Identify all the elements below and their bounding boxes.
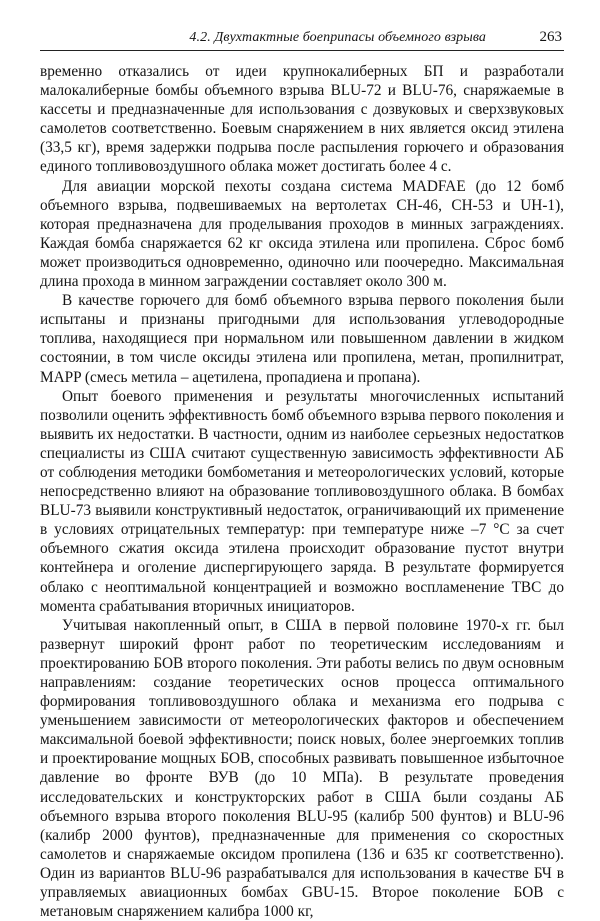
paragraph: В качестве горючего для бомб объемного взрыва первого поколения были испытаны и признаны пригодными для использования углеводородные топлива, находящиеся при нормальном или повышенном давлении в жидком состоянии, в том числе оксиды этилена или пропилена, метан, пропилнитрат, MAPP (смесь метила – ацетилена, пропадиена и пропана). — [40, 292, 564, 386]
page-number: 263 — [539, 29, 562, 45]
paragraph: Для авиации морской пехоты создана система MADFAE (до 12 бомб объемного взрыва, подвешиваемых на вертолетах CH-46, CH-53 и UH-1), которая предназначена для проделывания проходов в минных заграждениях. Каждая бомба снаряжается 62 кг оксида этилена или пропилена. Сброс бомб может производиться одновременно, одиночно или поочередно. Максимальная длина прохода в минном заграждении составляет около 300 м. — [40, 177, 564, 291]
paragraph: Опыт боевого применения и результаты многочисленных испытаний позволили оценить эффективность бомб объемного взрыва первого поколения и выявить их недостатки. В частности, одним из наиболее серьезных недостатков специалисты из США считают существенную зависимость эффективности АБ от соблюдения методики бомбометания и метеорологических условий, которые непосредственно влияют на образование топливовоздушного облака. В бомбах BLU-73 выявили конструктивный недостаток, ограничивающий их применение в условиях отрицательных температур: при температуре ниже –7 °C за счет объемного сжатия оксида этилена происходит образование пустот внутри контейнера и оголение диспергирующего заряда. В результате формируется облако с неоптимальной концентрацией и возможно воспламенение ТВС до момента срабатывания вторичных инициаторов. — [40, 387, 564, 615]
paragraph: Учитывая накопленный опыт, в США в первой половине 1970-х гг. был развернут широкий фронт работ по теоретическим исследованиям и проектированию БОВ второго поколения. Эти работы велись по двум основным направлениям: создание теоретических основ процесса оптимального формирования топливовоздушного облака и механизма его подрыва с уменьшением зависимости от метеорологических факторов и обеспечением максимальной боевой эффективности; поиск новых, более энергоемких топлив и проектирование мощных БОВ, способных развивать повышенное избыточное давление во фронте ВУВ (до 10 МПа). В результате проведения исследовательских и конструкторских работ в США были созданы АБ объемного взрыва второго поколения BLU-95 (калибр 500 фунтов) и BLU-96 (калибр 2000 фунтов), предназначенные для применения со скоростных самолетов и снаряжаемые оксидом пропилена (136 и 635 кг соответственно). Один из вариантов BLU-96 разрабатывался для использования в качестве БЧ в управляемых авиационных бомбах GBU-15. Второе поколение БОВ с метановым снаряжением калибра 1000 кг, — [40, 616, 564, 921]
running-header — [40, 28, 564, 51]
paragraph: временно отказались от идеи крупнокалиберных БП и разработали малокалиберные бомбы объемного взрыва BLU-72 и BLU-76, снаряжаемые в кассеты и предназначенные для использования с дозвуковых и сверхзвуковых самолетов соответственно. Боевым снаряжением в них является оксид этилена (33,5 кг), время задержки подрыва после распыления горючего и образования единого топливовоздушного облака может достигать более 4 с. — [40, 63, 564, 176]
running-title: 4.2. Двухтактные боеприпасы объемного взрыва — [189, 30, 486, 45]
body-text — [40, 62, 564, 921]
